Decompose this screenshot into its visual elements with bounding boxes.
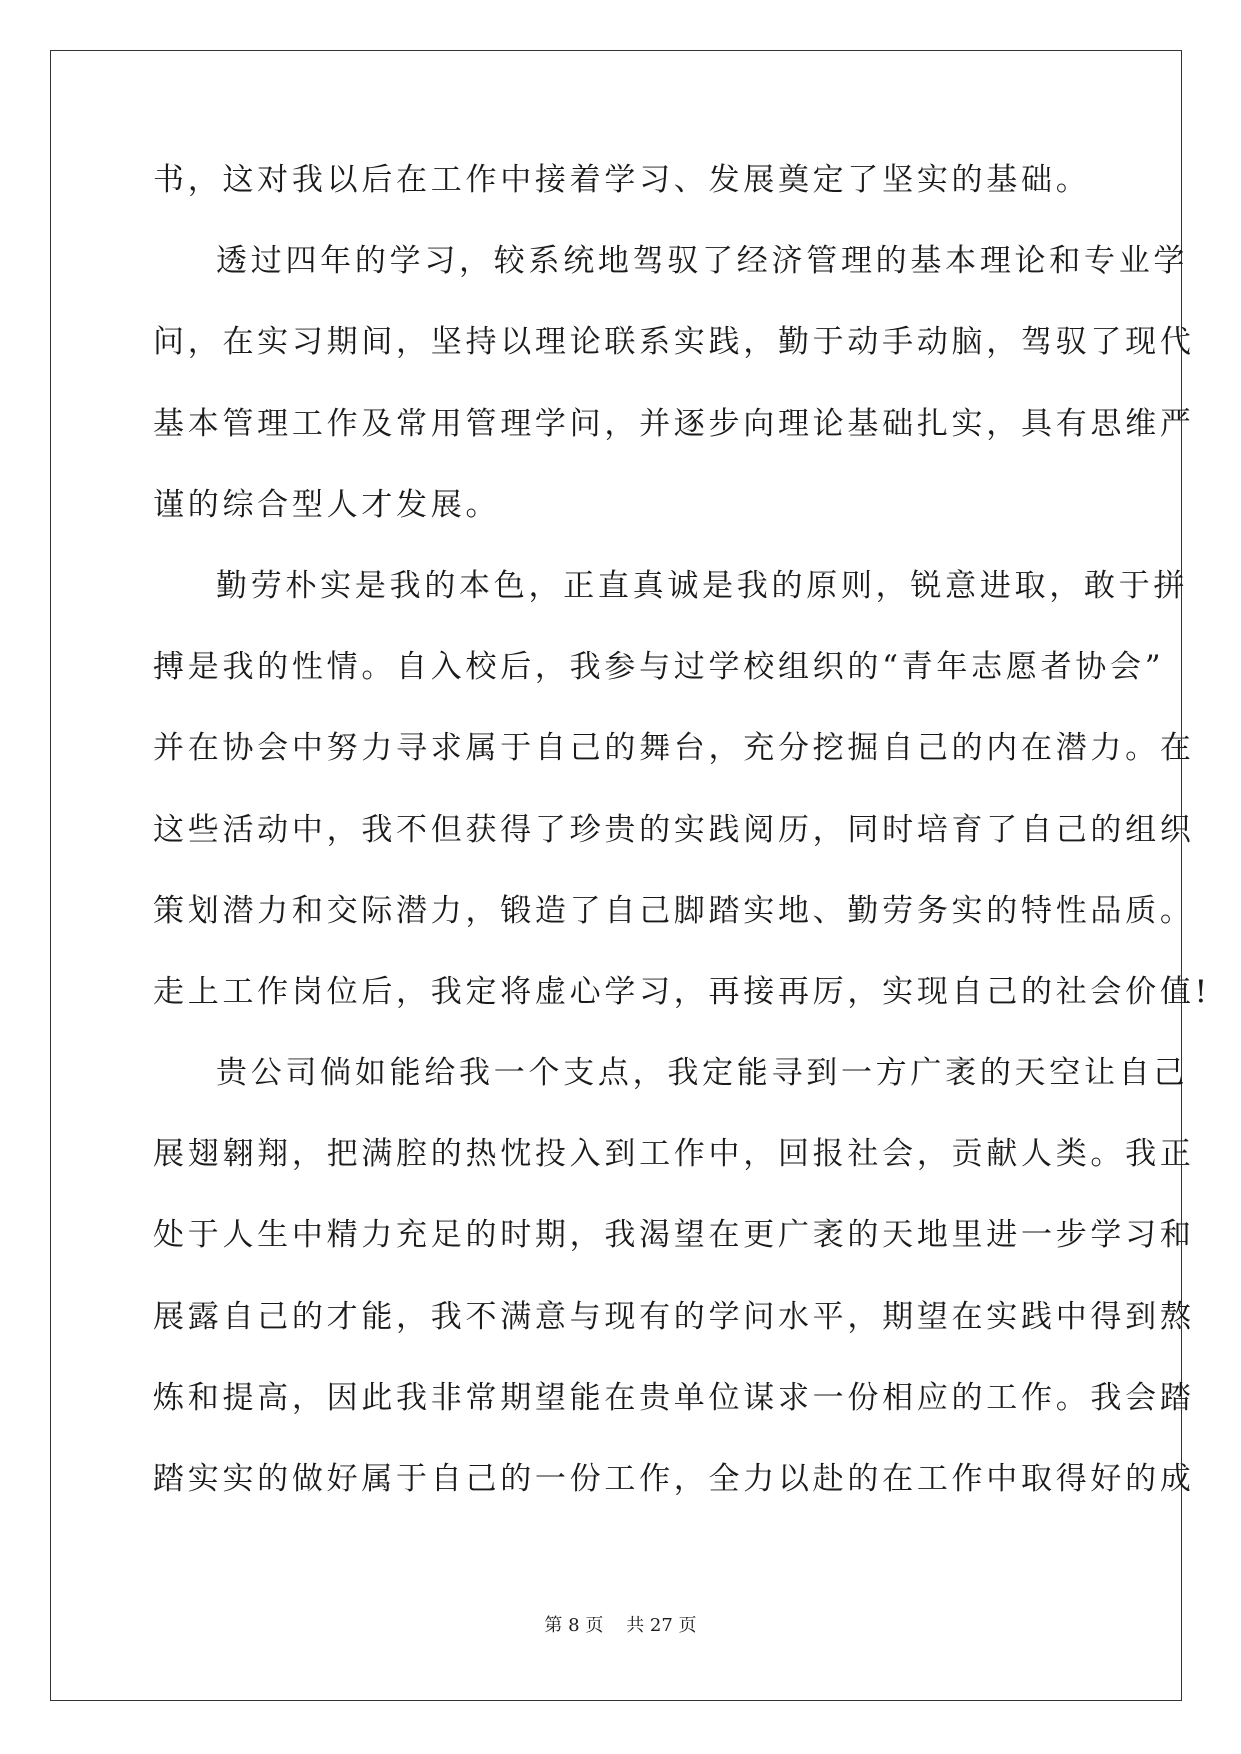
text-line: 踏实实的做好属于自己的一份工作，全力以赴的在工作中取得好的成 — [153, 1461, 1195, 1497]
text-line: 书，这对我以后在工作中接着学习、发展奠定了坚实的基础。 — [153, 162, 1091, 198]
text-line: 问，在实习期间，坚持以理论联系实践，勤于动手动脑，驾驭了现代 — [153, 324, 1195, 361]
document-body — [153, 160, 1211, 1540]
text-line: 处于人生中精力充足的时期，我渴望在更广袤的天地里进一步学习和 — [153, 1217, 1195, 1254]
paragraph-start-line: 勤劳朴实是我的本色，正直真诚是我的原则，锐意进取，敢于拼 — [216, 567, 1189, 604]
text-line: 并在协会中努力寻求属于自己的舞台，充分挖掘自己的内在潜力。在 — [153, 730, 1195, 767]
text-line: 谨的综合型人才发展。 — [153, 486, 501, 523]
text-line: 走上工作岗位后，我定将虚心学习，再接再厉，实现自己的社会价值! — [153, 973, 1211, 1010]
text-line: 这些活动中，我不但获得了珍贵的实践阅历，同时培育了自己的组织 — [153, 811, 1195, 848]
text-line: 基本管理工作及常用管理学问，并逐步向理论基础扎实，具有思维严 — [153, 405, 1195, 442]
paragraph-start-line: 贵公司倘如能给我一个支点，我定能寻到一方广袤的天空让自己 — [216, 1055, 1189, 1092]
paragraph-start-line: 透过四年的学习，较系统地驾驭了经济管理的基本理论和专业学 — [216, 243, 1189, 280]
text-line: 展翅翱翔，把满腔的热忱投入到工作中，回报社会，贡献人类。我正 — [153, 1136, 1195, 1173]
text-line: 展露自己的才能，我不满意与现有的学问水平，期望在实践中得到熬 — [153, 1298, 1195, 1335]
text-line: 搏是我的性情。自入校后，我参与过学校组织的“青年志愿者协会” — [153, 649, 1165, 686]
page-number-footer: 第 8 页 共 27 页 — [544, 1615, 697, 1636]
text-line: 策划潜力和交际潜力，锻造了自己脚踏实地、勤劳务实的特性品质。 — [153, 892, 1195, 929]
text-line: 炼和提高，因此我非常期望能在贵单位谋求一份相应的工作。我会踏 — [153, 1379, 1195, 1416]
